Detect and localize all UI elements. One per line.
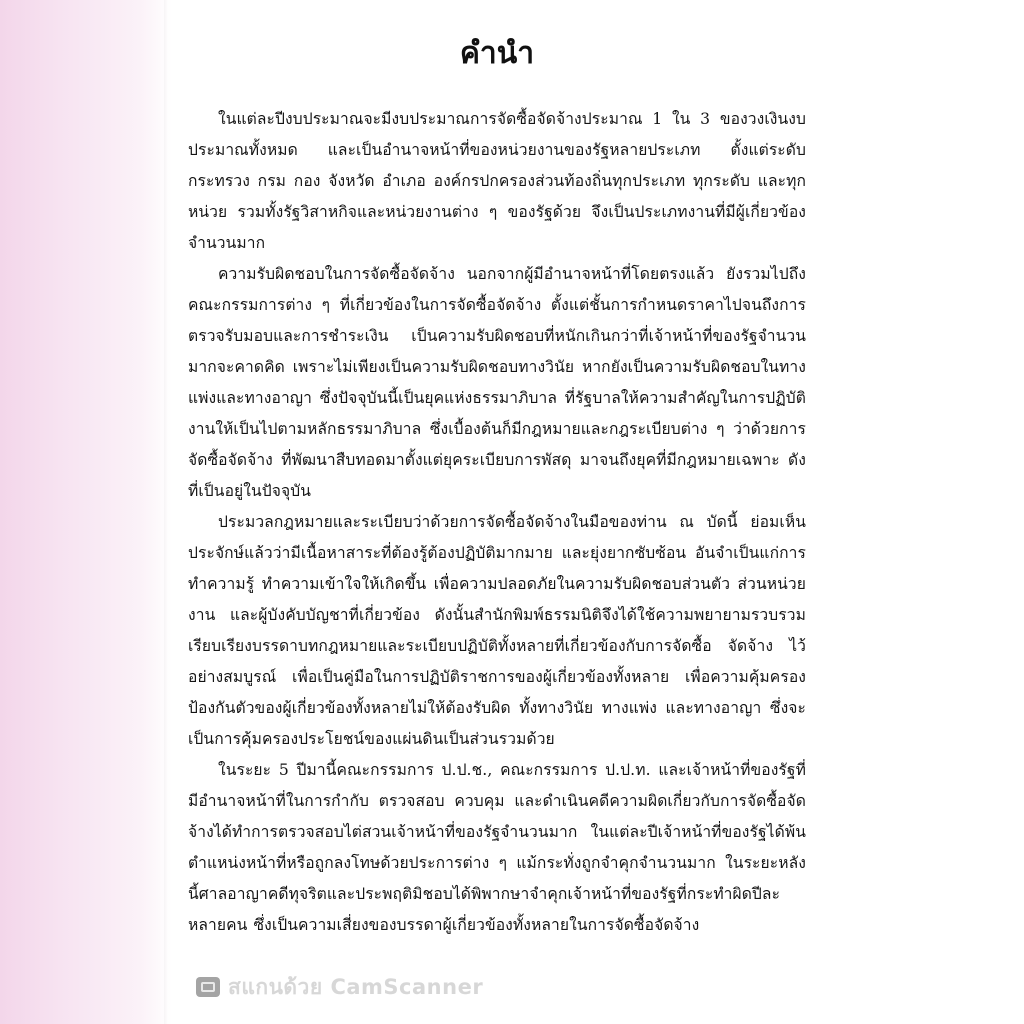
scanner-watermark — [196, 975, 483, 999]
paragraph-3: ประมวลกฎหมายและระเบียบว่าด้วยการจัดซื้อจัดจ้างในมือของท่าน ณ บัดนี้ ย่อมเห็นประจักษ์แล้วว่ามีเนื้อหาสาระที่ต้องรู้ต้องปฏิบัติมากมาย และยุ่งยากซับซ้อน อันจำเป็นแก่การทำความรู้ ทำความเข้าใจให้เกิดขึ้น เพื่อความปลอดภัยในความรับผิดชอบส่วนตัว ส่วนหน่วยงาน และผู้บังคับบัญชาที่เกี่ยวข้อง ดังนั้นสำนักพิมพ์ธรรมนิติจึงได้ใช้ความพยายามรวบรวม เรียบเรียงบรรดาบทกฎหมายและระเบียบปฏิบัติทั้งหลายที่เกี่ยวข้องกับการจัดซื้อ จัดจ้าง ไว้อย่างสมบูรณ์ เพื่อเป็นคู่มือในการปฏิบัติราชการของผู้เกี่ยวข้องทั้งหลาย เพื่อความคุ้มครอง ป้องกันตัวของผู้เกี่ยวข้องทั้งหลายไม่ให้ต้องรับผิด ทั้งทางวินัย ทางแพ่ง และทางอาญา ซึ่งจะเป็นการคุ้มครองประโยชน์ของแผ่นดินเป็นส่วนรวมด้วย — [188, 513, 806, 748]
page-edge-tint — [0, 0, 172, 1024]
document-page — [188, 34, 806, 941]
paragraph-4: ในระยะ 5 ปีมานี้คณะกรรมการ ป.ป.ช., คณะกรรมการ ป.ป.ท. และเจ้าหน้าที่ของรัฐที่มีอำนาจหน้าที่ในการกำกับ ตรวจสอบ ควบคุม และดำเนินคดีความผิดเกี่ยวกับการจัดซื้อจัดจ้างได้ทำการตรวจสอบไต่สวนเจ้าหน้าที่ของรัฐจำนวนมาก ในแต่ละปีเจ้าหน้าที่ของรัฐได้พ้นตำแหน่งหน้าที่หรือถูกลงโทษด้วยประการต่าง ๆ แม้กระทั่งถูกจำคุกจำนวนมาก ในระยะหลังนี้ศาลอาญาคดีทุจริตและประพฤติมิชอบได้พิพากษาจำคุกเจ้าหน้าที่ของรัฐที่กระทำผิดปีละหลายคน ซึ่งเป็นความเสี่ยงของบรรดาผู้เกี่ยวข้องทั้งหลายในการจัดซื้อจัดจ้าง — [188, 761, 806, 934]
scanner-logo-icon — [196, 977, 220, 997]
watermark-text: สแกนด้วย CamScanner — [228, 974, 484, 999]
page-title: คำนำ — [459, 36, 535, 71]
paragraph-2: ความรับผิดชอบในการจัดซื้อจัดจ้าง นอกจากผู้มีอำนาจหน้าที่โดยตรงแล้ว ยังรวมไปถึงคณะกรรมการต่าง ๆ ที่เกี่ยวข้องในการจัดซื้อจัดจ้าง ตั้งแต่ชั้นการกำหนดราคาไปจนถึงการตรวจรับมอบและการชำระเงิน เป็นความรับผิดชอบที่หนักเกินกว่าที่เจ้าหน้าที่ของรัฐจำนวนมากจะคาดคิด เพราะไม่เพียงเป็นความรับผิดชอบทางวินัย หากยังเป็นความรับผิดชอบในทางแพ่งและทางอาญา ซึ่งปัจจุบันนี้เป็นยุคแห่งธรรมาภิบาล ที่รัฐบาลให้ความสำคัญในการปฏิบัติงานให้เป็นไปตามหลักธรรมาภิบาล ซึ่งเบื้องต้นก็มีกฎหมายและกฎระเบียบต่าง ๆ ว่าด้วยการจัดซื้อจัดจ้าง ที่พัฒนาสืบทอดมาตั้งแต่ยุคระเบียบการพัสดุ มาจนถึงยุคที่มีกฎหมายเฉพาะ ดังที่เป็นอยู่ในปัจจุบัน — [188, 265, 806, 500]
paragraph-1: ในแต่ละปีงบประมาณจะมีงบประมาณการจัดซื้อจัดจ้างประมาณ 1 ใน 3 ของวงเงินงบประมาณทั้งหมด และเป็นอำนาจหน้าที่ของหน่วยงานของรัฐหลายประเภท ตั้งแต่ระดับกระทรวง กรม กอง จังหวัด อำเภอ องค์กรปกครองส่วนท้องถิ่นทุกประเภท ทุกระดับ และทุกหน่วย รวมทั้งรัฐวิสาหกิจและหน่วยงานต่าง ๆ ของรัฐด้วย จึงเป็นประเภทงานที่มีผู้เกี่ยวข้องจำนวนมาก — [188, 110, 806, 252]
page-spine-shadow — [164, 0, 168, 1024]
